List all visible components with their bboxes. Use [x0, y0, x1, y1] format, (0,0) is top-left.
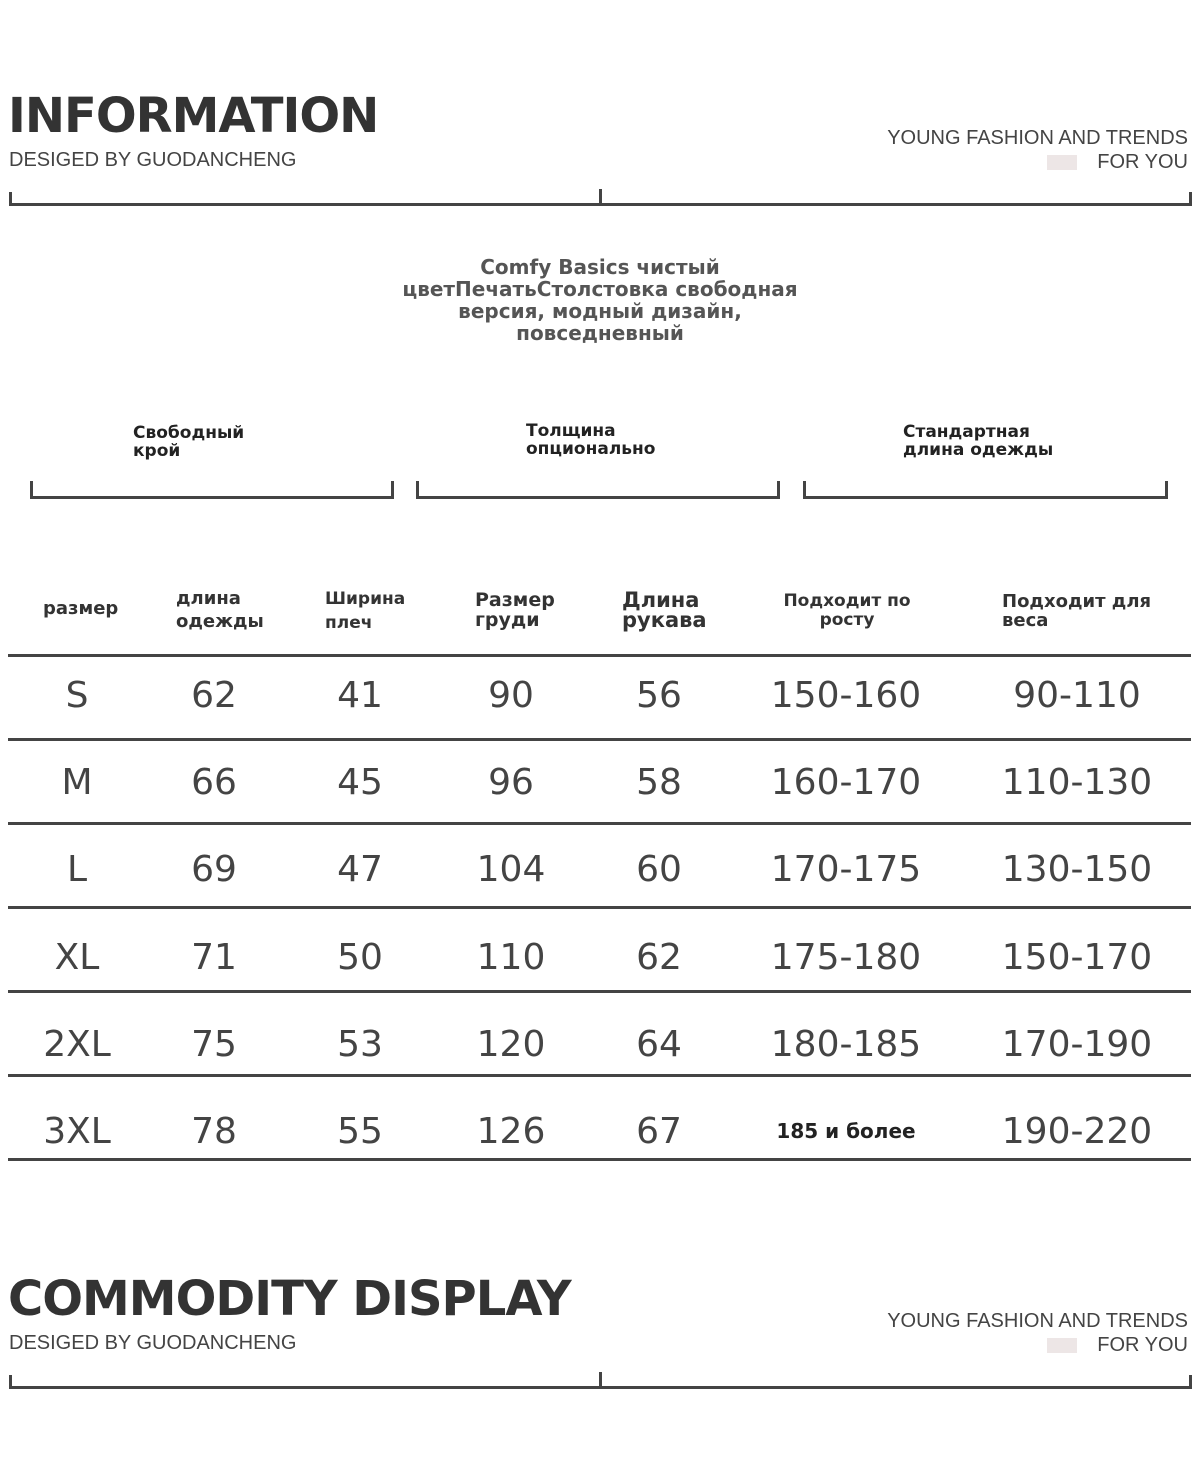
info-header-center-tick — [599, 189, 602, 206]
cell-length: 69 — [191, 849, 237, 890]
cell-length: 78 — [191, 1111, 237, 1152]
cell-sleeve: 62 — [636, 937, 682, 978]
table-rule — [8, 738, 1191, 741]
cell-chest: 120 — [476, 1024, 546, 1065]
table-rule — [8, 1158, 1191, 1161]
cell-height: 160-170 — [770, 762, 922, 803]
info-designed-by: DESIGED BY GUODANCHENG — [9, 149, 297, 171]
cell-shoulder: 47 — [337, 849, 383, 890]
cell-size: 2XL — [43, 1024, 111, 1065]
cell-weight: 90-110 — [1013, 675, 1141, 716]
cell-length: 71 — [191, 937, 237, 978]
table-rule — [8, 1074, 1191, 1077]
feature-bracket-3 — [803, 481, 1168, 499]
cell-shoulder: 55 — [337, 1111, 383, 1152]
cell-sleeve: 56 — [636, 675, 682, 716]
cell-sleeve: 64 — [636, 1024, 682, 1065]
display-designed-by: DESIGED BY GUODANCHENG — [9, 1332, 297, 1354]
header-weight-fit: Подходит для веса — [1002, 591, 1152, 631]
cell-weight: 130-150 — [1001, 849, 1153, 890]
cell-size: 3XL — [43, 1111, 111, 1152]
cell-chest: 96 — [488, 762, 534, 803]
cell-size: S — [65, 675, 89, 716]
display-for-you-text: FOR YOU — [1097, 1334, 1188, 1356]
cell-shoulder: 50 — [337, 937, 383, 978]
cell-shoulder: 53 — [337, 1024, 383, 1065]
cell-chest: 90 — [488, 675, 534, 716]
info-tagline-line2 — [1047, 151, 1188, 174]
display-header-center-tick — [599, 1372, 602, 1389]
header-shoulder: Ширина плеч — [325, 589, 406, 633]
cell-weight: 110-130 — [1001, 762, 1153, 803]
cell-chest: 104 — [476, 849, 546, 890]
cell-shoulder: 41 — [337, 675, 383, 716]
cell-chest: 110 — [476, 937, 546, 978]
feature-length: Стандартная длина одежды — [903, 422, 1054, 460]
header-size: размер — [43, 598, 119, 619]
info-tagline-line1: YOUNG FASHION AND TRENDS — [887, 127, 1188, 149]
display-tagline-line2 — [1047, 1334, 1188, 1357]
cell-size: XL — [54, 937, 100, 978]
cell-weight: 170-190 — [1001, 1024, 1153, 1065]
cell-sleeve: 67 — [636, 1111, 682, 1152]
feature-bracket-1 — [30, 481, 394, 499]
product-title: Comfy Basics чистый цветПечатьСтолстовка свободная версия, модный дизайн, повседневный — [402, 255, 798, 345]
table-rule — [8, 906, 1191, 909]
cell-length: 66 — [191, 762, 237, 803]
info-title: INFORMATION — [8, 88, 379, 144]
cell-weight: 150-170 — [1001, 937, 1153, 978]
display-tagline-line1: YOUNG FASHION AND TRENDS — [887, 1310, 1188, 1332]
feature-bracket-2 — [416, 481, 780, 499]
feature-loose-fit: Свободный крой — [133, 423, 245, 461]
cell-height: 180-185 — [770, 1024, 922, 1065]
table-rule — [8, 990, 1191, 993]
cell-sleeve: 60 — [636, 849, 682, 890]
header-length: длина одежды — [176, 588, 264, 632]
pink-swatch-icon — [1047, 1338, 1077, 1353]
cell-height: 170-175 — [770, 849, 922, 890]
cell-weight: 190-220 — [1001, 1111, 1153, 1152]
header-height-fit: Подходит по росту — [783, 591, 911, 630]
cell-length: 62 — [191, 675, 237, 716]
cell-size: L — [66, 849, 88, 890]
cell-size: M — [61, 762, 93, 803]
display-title: COMMODITY DISPLAY — [8, 1271, 571, 1327]
cell-height: 150-160 — [770, 675, 922, 716]
feature-thickness: Толщина опционально — [526, 421, 656, 459]
cell-sleeve: 58 — [636, 762, 682, 803]
header-sleeve: Длина рукава — [622, 588, 707, 632]
cell-height: 185 и более — [776, 1119, 916, 1143]
header-chest: Размер груди — [475, 589, 555, 631]
table-rule-header — [8, 654, 1191, 657]
table-rule — [8, 822, 1191, 825]
cell-height: 175-180 — [770, 937, 922, 978]
cell-chest: 126 — [476, 1111, 546, 1152]
pink-swatch-icon — [1047, 155, 1077, 170]
cell-length: 75 — [191, 1024, 237, 1065]
cell-shoulder: 45 — [337, 762, 383, 803]
info-for-you-text: FOR YOU — [1097, 151, 1188, 173]
